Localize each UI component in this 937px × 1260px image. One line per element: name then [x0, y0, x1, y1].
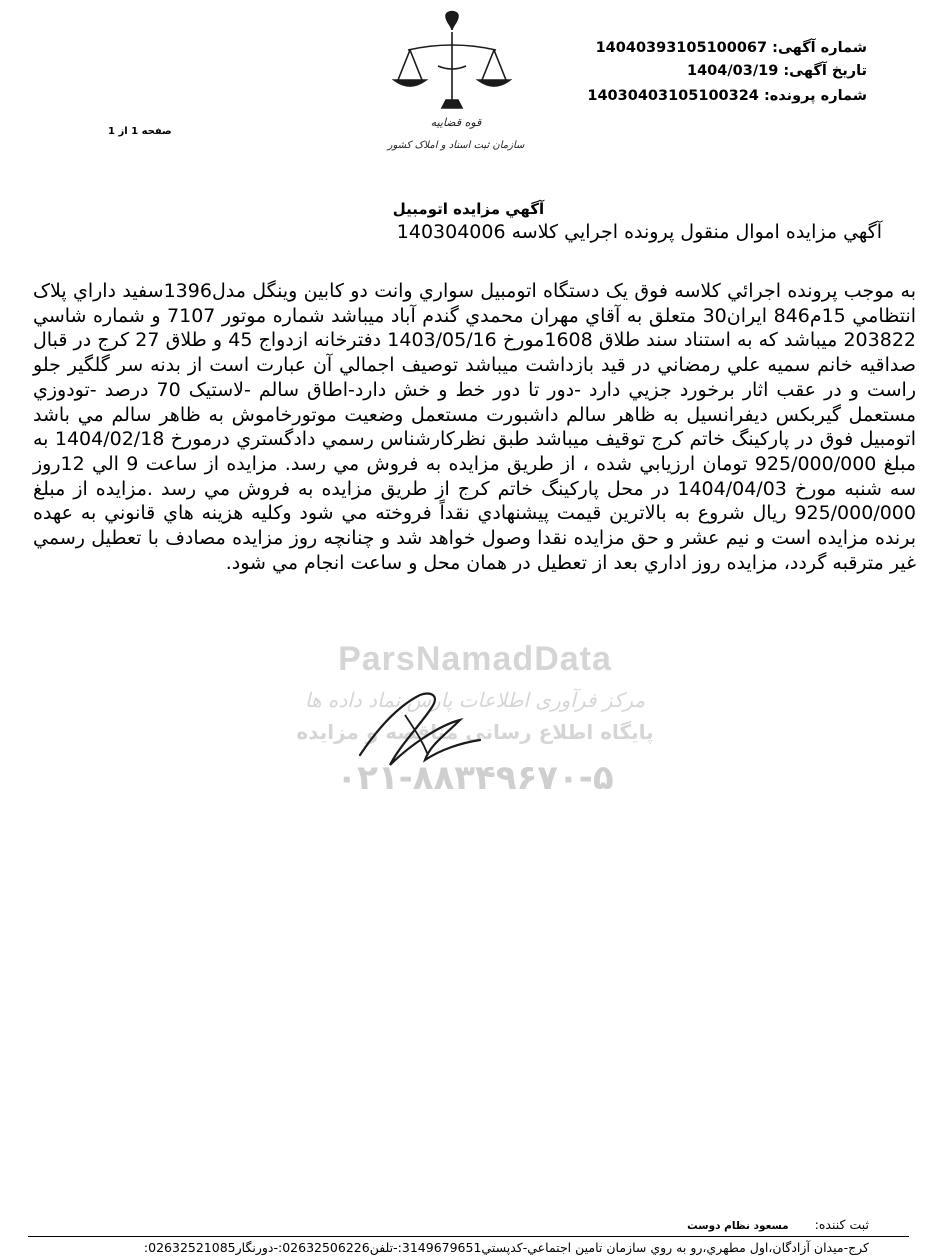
- ad-number-row: [596, 40, 867, 56]
- watermark-brand: ParsNamadData: [338, 640, 612, 678]
- registrar-label: ثبت کننده:: [814, 1217, 869, 1232]
- watermark-line2: پایگاه اطلاع رسانی مناقصه و مزایده: [296, 720, 654, 744]
- emblem-line2: سازمان ثبت اسناد و املاک کشور: [387, 140, 525, 151]
- document-subtitle: آگهي مزايده اموال منقول پرونده اجرايي کلاسه 140304006: [396, 221, 882, 243]
- emblem-line1: قوه قضاییه: [430, 116, 482, 129]
- notice-body-text: به موجب پرونده اجرائي کلاسه فوق يک دستگاه اتومبيل سواري وانت دو کابين وينگل مدل1396سفيد داراي پلاک انتظامي 15م846 ايران30 متعلق به آقاي مهران محمدي گندم آباد ميباشد شماره موتور 7107 و شماره شاسي 203822 ميباشد که به استناد سند طلاق 1608مورخ 1403/05/16 دفترخانه ازدواج 45 و طلاق 27 کرج در قبال صداقيه خانم سميه علي رمضاني در قيد بازداشت ميباشد توصيف اجمالي آن عبارت است از بدنه سر گلگير جلو راست و در عقب اثار برخورد جزيي دارد -دور تا دور خط و خش دارد-اطاق سالم -لاستيک 70 درصد -تودوزي مستعمل گيربکس ديفرانسيل به ظاهر سالم داشبورت مستعمل وضعيت موتورخاموش به ظاهر سالم مي باشد اتومبيل فوق در پارکينگ خاتم کرج توقيف ميباشد طبق نظرکارشناس رسمي دادگستري درمورخ 1404/02/18 به مبلغ 925/000/000 تومان ارزيابي شده ، از طريق مزايده به فروش مي رسد. مزايده از ساعت 9 الي 12روز سه شنبه مورخ 1404/04/03 در محل پارکينگ خاتم کرج از طريق مزايده به فروش مي رسد .مزايده از مبلغ 925/000/000 ريال شروع به بالاترين قيمت پيشنهادي نقداً فروخته مي شود وکليه هزينه هاي قانوني به عهده برنده مزايده است و نيم عشر و حق مزايده نقدا وصول خواهد شد و چنانچه روز مزايده مصادف با تعطيل رسمي غير مترقبه گردد، مزايده روز اداري بعد از تعطيل در همان محل و ساعت انجام مي شود.: [33, 280, 917, 574]
- case-number: 14030403105100324: [587, 88, 759, 104]
- case-number-label: شماره پرونده:: [763, 88, 867, 104]
- ad-number: 14040393105100067: [595, 40, 768, 56]
- ad-date-row: [687, 63, 867, 79]
- watermark-phone: ۰۲۱-۸۸۳۴۹۶۷۰-۵: [336, 758, 614, 798]
- ad-date: 1404/03/19: [687, 63, 779, 79]
- signature-image: [350, 685, 490, 775]
- ad-date-label: تاریخ آگهی:: [783, 63, 867, 79]
- footer-address: کرج-ميدان آزادگان،اول مطهري،رو به روي سازمان تامين اجتماعي-کدپستي3149679651:-تلفن02632506226:-دورنگار02632521085:: [143, 1240, 869, 1255]
- ad-number-label: شماره آگهی:: [772, 40, 867, 56]
- case-number-row: [587, 88, 867, 104]
- document-title: آگهي مزايده اتومبيل: [392, 200, 545, 218]
- footer-divider: [28, 1236, 909, 1237]
- page-number-label: صفحه 1 از 1: [108, 126, 172, 137]
- judiciary-scales-emblem-icon: [376, 8, 536, 158]
- registrar-name: مسعود نظام دوست: [687, 1220, 789, 1232]
- watermark-line1: مرکز فرآوری اطلاعات پارس نماد داده ها: [304, 688, 646, 712]
- registrar-row: [687, 1217, 869, 1232]
